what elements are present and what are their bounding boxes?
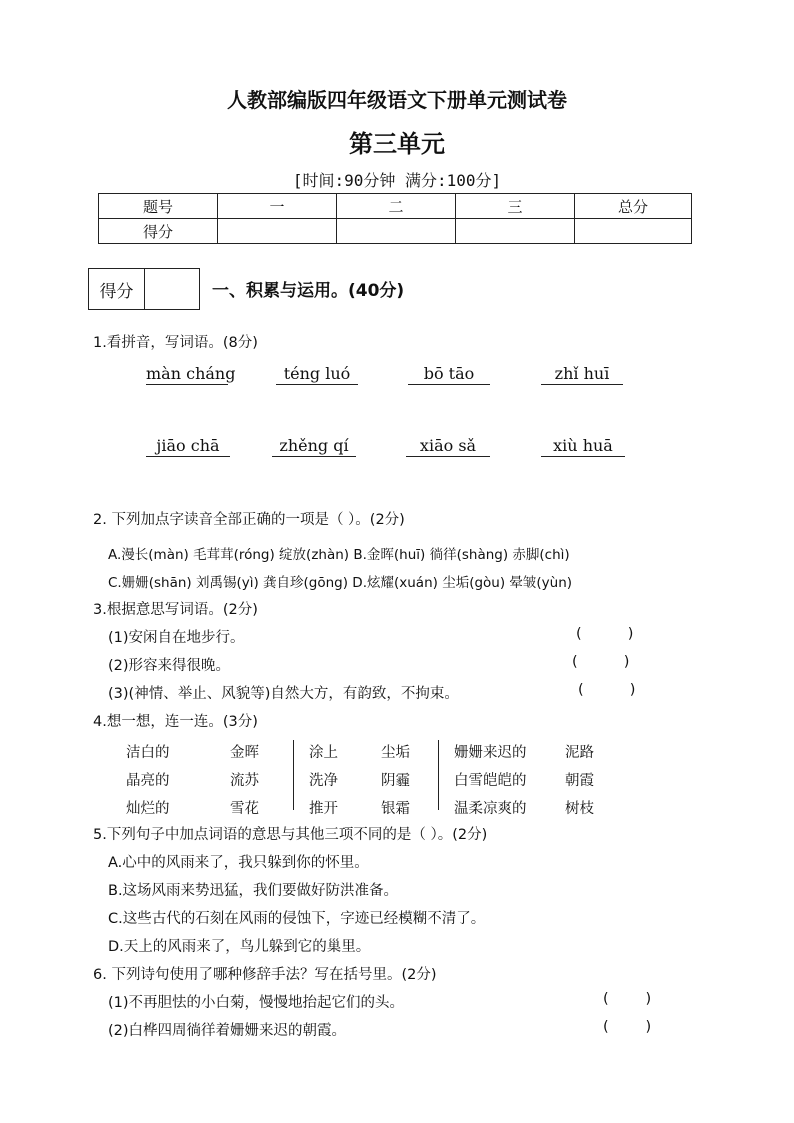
pinyin-item: téng luó	[276, 364, 358, 385]
score-input-cell[interactable]	[575, 219, 692, 244]
match-word: 涂上	[309, 745, 338, 761]
match-word: 洗净	[309, 773, 338, 789]
pinyin-item: xiù huā	[541, 436, 625, 457]
match-word: 雪花	[230, 801, 259, 817]
match-column	[565, 739, 594, 823]
match-word: 灿烂的	[126, 801, 170, 817]
pinyin-item: bō tāo	[408, 364, 490, 385]
match-column	[126, 739, 170, 823]
unit-title: 第三单元	[349, 129, 445, 158]
table-cell: 三	[456, 194, 575, 219]
section-score-box	[88, 268, 200, 310]
match-word: 阴霾	[381, 773, 410, 789]
table-cell: 一	[218, 194, 337, 219]
match-word: 温柔凉爽的	[454, 801, 527, 817]
exam-title: 人教部编版四年级语文下册单元测试卷	[227, 88, 567, 112]
column-divider	[293, 740, 294, 810]
pinyin-item: zhěng qí	[272, 436, 356, 457]
match-word: 晶亮的	[126, 773, 170, 789]
answer-blank[interactable]: ( )	[578, 682, 636, 698]
answer-blank[interactable]: ( )	[572, 654, 630, 670]
score-input-cell[interactable]	[337, 219, 456, 244]
table-cell: 得分	[99, 219, 218, 244]
question-2-options-line: A.漫长(màn) 毛茸茸(róng) 绽放(zhàn) B.金晖(huī) 徜徉(shàng) 赤脚(chì)	[108, 547, 570, 563]
answer-blank[interactable]: ( )	[576, 626, 634, 642]
table-row	[99, 194, 692, 219]
score-input-cell[interactable]	[218, 219, 337, 244]
table-cell: 二	[337, 194, 456, 219]
match-column	[309, 739, 338, 823]
pinyin-item: jiāo chā	[146, 436, 230, 457]
question-5-option: C.这些古代的石刻在风雨的侵蚀下，字迹已经模糊不清了。	[108, 911, 486, 927]
match-word: 金晖	[230, 745, 259, 761]
answer-blank[interactable]: ( )	[603, 1019, 652, 1035]
match-word: 朝霞	[565, 773, 594, 789]
question-3-item: (2)形容来得很晚。	[108, 658, 231, 674]
pinyin-item: màn cháng	[146, 364, 236, 383]
time-info: [时间:90分钟 满分:100分]	[292, 171, 502, 190]
match-word: 推开	[309, 801, 338, 817]
pinyin-item: zhǐ huī	[541, 364, 623, 385]
match-word: 银霜	[381, 801, 410, 817]
pinyin-item: xiāo sǎ	[406, 436, 490, 457]
score-table	[98, 193, 692, 244]
column-divider	[438, 740, 439, 810]
question-5-option: D.天上的风雨来了，鸟儿躲到它的巢里。	[108, 939, 371, 955]
section-score-label: 得分	[89, 269, 145, 309]
question-4-prompt: 4.想一想，连一连。(3分)	[93, 714, 258, 730]
score-input-cell[interactable]	[456, 219, 575, 244]
section-title: 一、积累与运用。(40分)	[212, 281, 405, 301]
question-2-prompt: 2. 下列加点字读音全部正确的一项是（ ）。(2分)	[93, 512, 405, 528]
table-cell: 题号	[99, 194, 218, 219]
match-word: 尘垢	[381, 745, 410, 761]
question-5-option: B.这场风雨来势迅猛，我们要做好防洪准备。	[108, 883, 399, 899]
match-word: 泥路	[565, 745, 594, 761]
section-score-input[interactable]	[145, 269, 199, 309]
question-5-prompt: 5.下列句子中加点词语的意思与其他三项不同的是（ ）。(2分)	[93, 827, 488, 843]
question-3-prompt: 3.根据意思写词语。(2分)	[93, 602, 258, 618]
match-column	[454, 739, 527, 823]
answer-blank[interactable]: ( )	[603, 991, 652, 1007]
question-2-options-line: C.姗姗(shān) 刘禹锡(yì) 龚自珍(gōng) D.炫耀(xuán) 尘垢(gòu) 晕皱(yùn)	[108, 575, 573, 591]
match-word: 树枝	[565, 801, 594, 817]
question-1-prompt: 1.看拼音，写词语。(8分)	[93, 335, 258, 351]
match-word: 姗姗来迟的	[454, 745, 527, 761]
question-5-option: A.心中的风雨来了，我只躲到你的怀里。	[108, 855, 369, 871]
match-word: 白雪皑皑的	[454, 773, 527, 789]
question-6-item: (1)不再胆怯的小白菊，慢慢地抬起它们的头。	[108, 995, 405, 1011]
match-word: 流苏	[230, 773, 259, 789]
match-column	[230, 739, 259, 823]
question-3-item: (3)(神情、举止、风貌等)自然大方，有韵致，不拘束。	[108, 686, 459, 702]
question-6-item: (2)白桦四周徜徉着姗姗来迟的朝霞。	[108, 1023, 347, 1039]
match-word: 洁白的	[126, 745, 170, 761]
table-cell: 总分	[575, 194, 692, 219]
match-column	[381, 739, 410, 823]
question-6-prompt: 6. 下列诗句使用了哪种修辞手法？写在括号里。(2分)	[93, 967, 437, 983]
question-3-item: (1)安闲自在地步行。	[108, 630, 245, 646]
table-row	[99, 219, 692, 244]
